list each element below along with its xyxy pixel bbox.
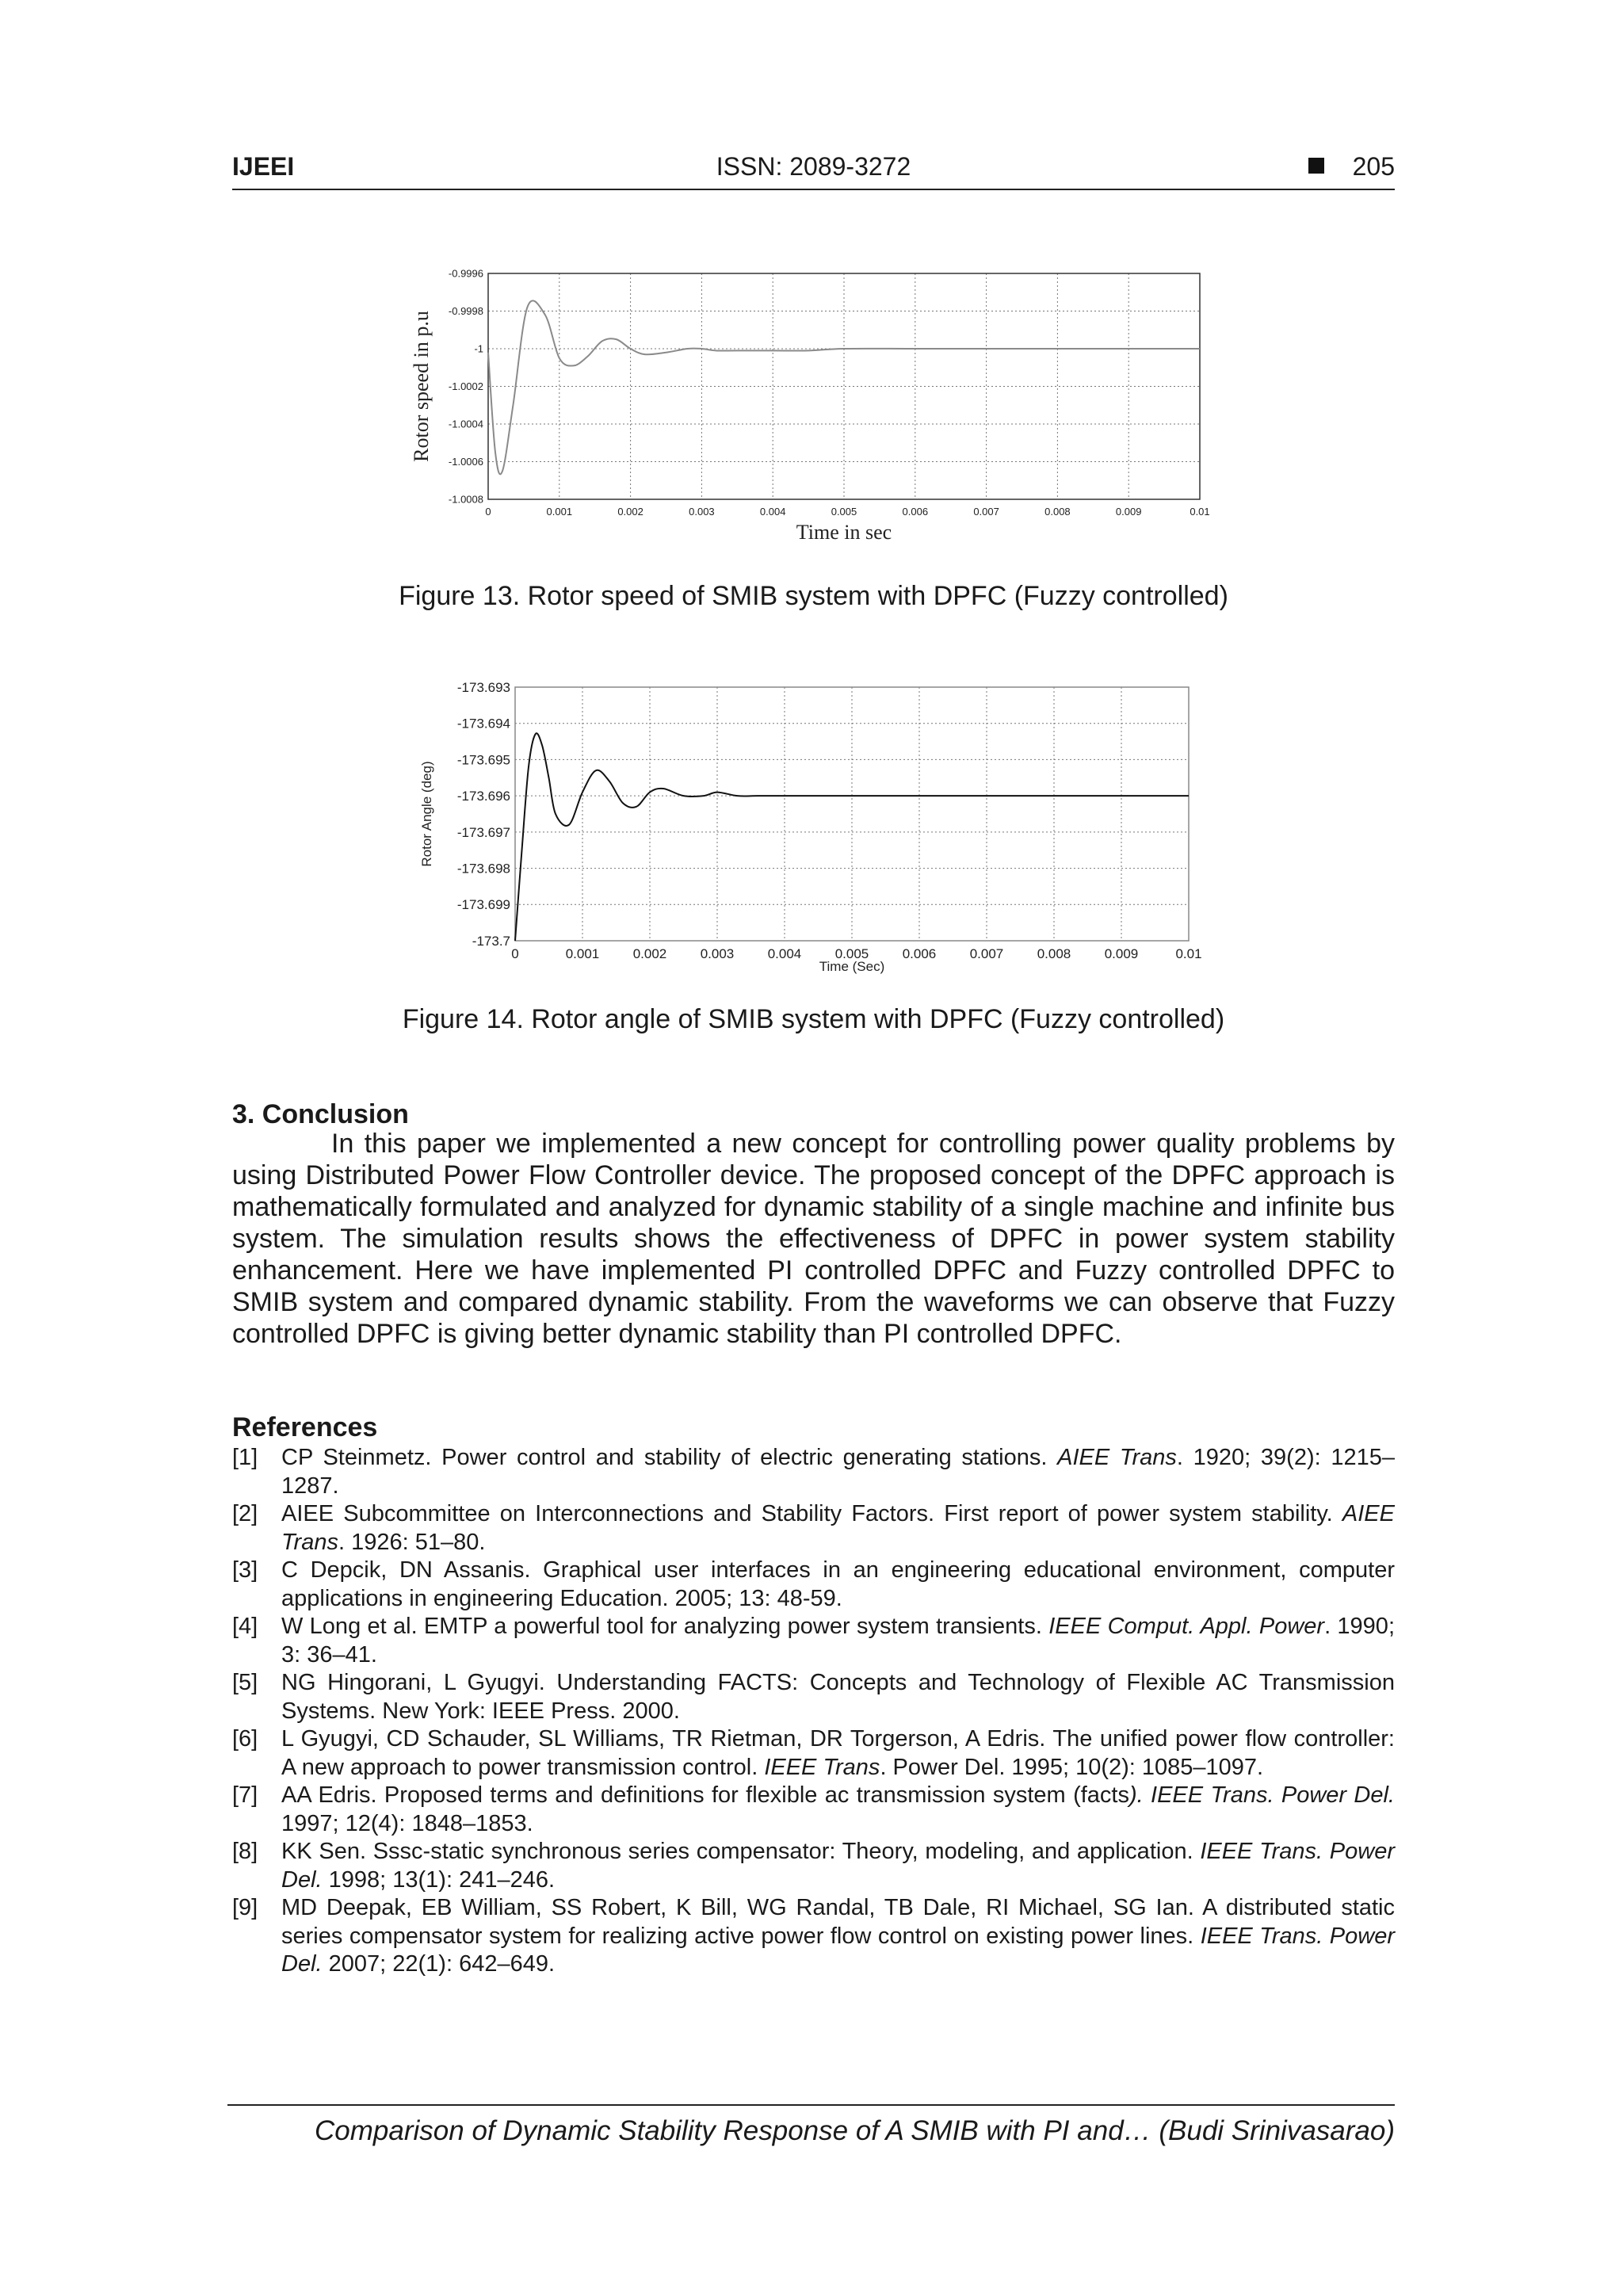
reference-details: . 1990; 3: 36–41. <box>281 1614 1395 1668</box>
y-axis-label: Rotor Angle (deg) <box>419 761 434 867</box>
reference-text: NG Hingorani, L Gyugyi. Understanding FACTS: Concepts and Technology of Flexible AC Transmission Systems. New York: IEEE Press. 2000. <box>281 1670 1395 1724</box>
reference-number: [6] <box>232 1726 258 1752</box>
reference-number: [5] <box>232 1670 258 1695</box>
reference-journal: ). IEEE Trans. Power Del. <box>1128 1782 1395 1808</box>
y-tick-label: -173.699 <box>456 897 510 913</box>
reference-item <box>232 1838 1395 1894</box>
x-tick-label: 0.006 <box>902 506 929 518</box>
reference-item <box>232 1782 1395 1838</box>
reference-item <box>232 1557 1395 1613</box>
y-tick-label: -0.9998 <box>448 305 483 318</box>
reference-item <box>232 1669 1395 1725</box>
reference-text: C Depcik, DN Assanis. Graphical user interfaces in an engineering educational environment, computer applications in engineering Education. 2005; 13: 48-59. <box>281 1557 1395 1611</box>
x-tick-label: 0 <box>511 946 519 961</box>
reference-item <box>232 1613 1395 1669</box>
reference-number: [8] <box>232 1839 258 1864</box>
reference-item <box>232 1444 1395 1500</box>
y-tick-label: -0.9996 <box>448 267 483 280</box>
reference-details: . 1926: 51–80. <box>338 1529 486 1555</box>
reference-item <box>232 1500 1395 1557</box>
x-tick-label: 0.009 <box>1104 946 1139 961</box>
reference-number: [1] <box>232 1445 258 1470</box>
x-tick-label: 0 <box>485 506 491 518</box>
y-tick-label: -173.694 <box>456 716 510 732</box>
figure14-caption: Figure 14. Rotor angle of SMIB system with DPFC (Fuzzy controlled) <box>402 1004 1225 1034</box>
x-axis-label: Time (Sec) <box>819 959 885 974</box>
reference-number: [9] <box>232 1895 258 1920</box>
references-heading: References <box>232 1412 378 1442</box>
reference-details: 1998; 13(1): 241–246. <box>322 1866 556 1893</box>
reference-journal: IEEE Comput. Appl. Power <box>1048 1614 1325 1639</box>
y-tick-label: -173.695 <box>456 752 510 768</box>
x-tick-label: 0.01 <box>1190 506 1210 518</box>
footer-running-title: Comparison of Dynamic Stability Response of A SMIB with PI and… (Budi Srinivasarao) <box>315 2115 1395 2146</box>
y-tick-label: -173.698 <box>456 861 510 877</box>
reference-number: [2] <box>232 1501 258 1526</box>
x-tick-label: 0.001 <box>565 946 600 961</box>
page-number-wrap <box>1308 152 1395 181</box>
reference-journal: AIEE Trans <box>281 1501 1395 1555</box>
y-tick-label: -173.7 <box>472 933 510 949</box>
x-tick-label: 0.005 <box>831 506 857 518</box>
x-tick-label: 0.008 <box>1037 946 1071 961</box>
figure13-caption: Figure 13. Rotor speed of SMIB system with DPFC (Fuzzy controlled) <box>399 581 1228 611</box>
x-tick-label: 0.001 <box>546 506 573 518</box>
reference-number: [7] <box>232 1782 258 1808</box>
x-tick-label: 0.005 <box>834 946 869 961</box>
x-tick-label: 0.002 <box>617 506 643 518</box>
x-tick-label: 0.003 <box>689 506 715 518</box>
reference-details: 1997; 12(4): 1848–1853. <box>281 1810 533 1836</box>
figure14-chart <box>412 678 1228 983</box>
conclusion-text: In this paper we implemented a new concept for controlling power quality problems by using Distributed Power Flow Controller device. The proposed concept of the DPFC approach is mathematically formulated and analyzed for dynamic stability of a single machine and infinite bus system. The simulation results shows the effectiveness of DPFC in power system stability enhancement. Here we have implemented PI controlled DPFC and Fuzzy controlled DPFC to SMIB system and compared dynamic stability. From the waveforms we can observe that Fuzzy controlled DPFC is giving better dynamic stability than PI controlled DPFC. <box>232 1129 1395 1349</box>
x-tick-label: 0.009 <box>1115 506 1142 518</box>
x-tick-label: 0.004 <box>759 506 786 518</box>
reference-number: [4] <box>232 1614 258 1639</box>
reference-journal: AIEE Trans <box>1057 1445 1177 1470</box>
plot-frame <box>488 273 1200 499</box>
reference-text: KK Sen. Sssc-static synchronous series compensator: Theory, modeling, and application. <box>281 1839 1201 1864</box>
x-tick-label: 0.007 <box>973 506 999 518</box>
y-tick-label: -1 <box>474 342 483 355</box>
x-tick-label: 0.002 <box>632 946 667 961</box>
page-footer <box>227 2104 1395 2146</box>
reference-text: MD Deepak, EB William, SS Robert, K Bill, WG Randal, TB Dale, RI Michael, SG Ian. A distributed static series compensator system for realizing active power flow control on existing power lines. <box>281 1895 1395 1949</box>
y-axis-label: Rotor speed in p.u <box>410 311 433 462</box>
x-tick-label: 0.01 <box>1175 946 1202 961</box>
reference-item <box>232 1894 1395 1979</box>
y-tick-label: -1.0008 <box>448 493 483 506</box>
reference-journal: IEEE Trans <box>764 1754 880 1780</box>
x-tick-label: 0.003 <box>700 946 735 961</box>
conclusion-heading: 3. Conclusion <box>232 1099 409 1129</box>
reference-text: AA Edris. Proposed terms and definitions for flexible ac transmission system (facts <box>281 1782 1129 1808</box>
reference-text: L Gyugyi, CD Schauder, SL Williams, TR Rietman, DR Torgerson, A Edris. The unified power flow controller: A new approach to power transmission control. <box>281 1726 1395 1780</box>
reference-journal: IEEE Trans. Power Del. <box>281 1923 1395 1977</box>
page-header <box>232 152 1395 190</box>
y-tick-label: -173.696 <box>456 789 510 804</box>
reference-details: . 1920; 39(2): 1215–1287. <box>281 1445 1395 1499</box>
x-tick-label: 0.004 <box>767 946 802 961</box>
page-number: 205 <box>1352 152 1395 181</box>
y-tick-label: -173.697 <box>456 824 510 840</box>
reference-text: AIEE Subcommittee on Interconnections and Stability Factors. First report of power system stability. <box>281 1501 1342 1526</box>
figure13-chart <box>396 262 1228 555</box>
y-tick-label: -1.0006 <box>448 456 483 468</box>
y-tick-label: -173.693 <box>456 679 510 695</box>
conclusion-paragraph <box>232 1128 1395 1350</box>
reference-number: [3] <box>232 1557 258 1583</box>
x-tick-label: 0.007 <box>969 946 1004 961</box>
issn: ISSN: 2089-3272 <box>716 152 911 181</box>
reference-text: W Long et al. EMTP a powerful tool for analyzing power system transients. <box>281 1614 1049 1639</box>
reference-journal: IEEE Trans. Power Del. <box>281 1839 1395 1893</box>
reference-details: . Power Del. 1995; 10(2): 1085–1097. <box>880 1754 1264 1780</box>
x-axis-label: Time in sec <box>796 521 892 544</box>
reference-text: CP Steinmetz. Power control and stability of electric generating stations. <box>281 1445 1058 1470</box>
square-bullet-icon <box>1308 158 1324 174</box>
x-tick-label: 0.008 <box>1044 506 1071 518</box>
x-tick-label: 0.006 <box>902 946 937 961</box>
y-tick-label: -1.0004 <box>448 418 483 430</box>
y-tick-label: -1.0002 <box>448 380 483 393</box>
references-list <box>232 1444 1395 1979</box>
reference-details: 2007; 22(1): 642–649. <box>322 1951 556 1977</box>
journal-name: IJEEI <box>232 152 295 181</box>
reference-item <box>232 1725 1395 1782</box>
